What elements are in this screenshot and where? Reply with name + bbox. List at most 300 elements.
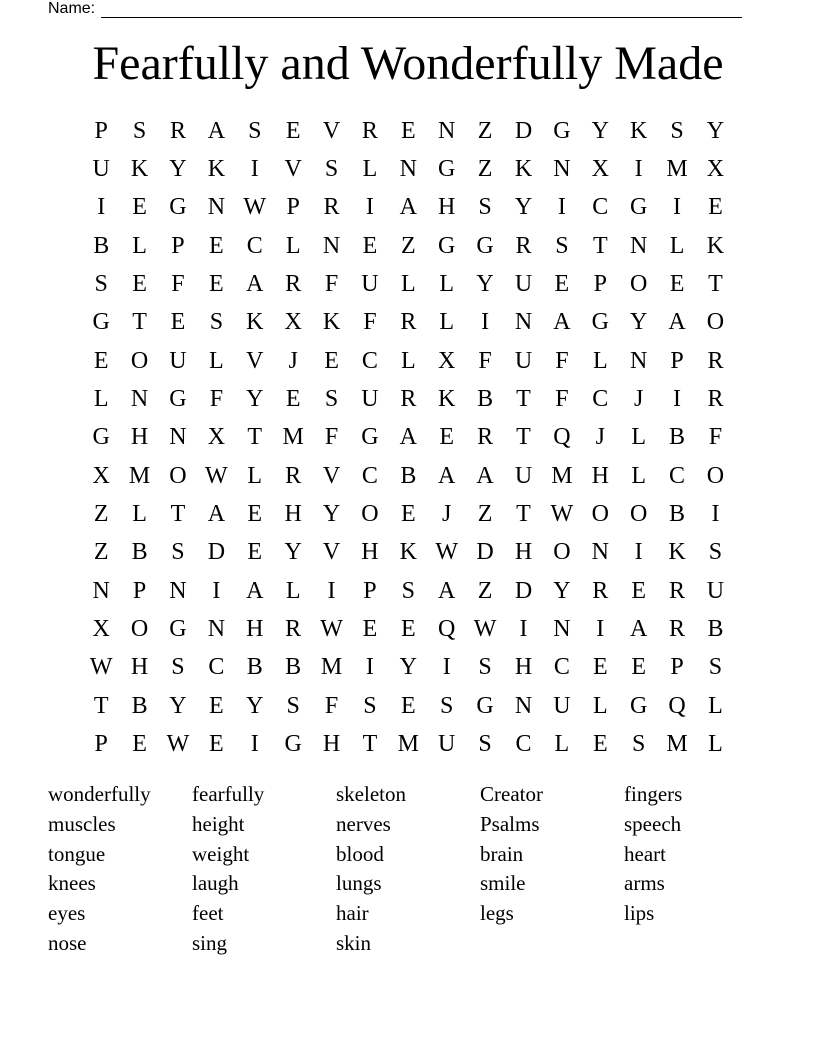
grid-letter[interactable]: U [92, 156, 110, 183]
grid-letter[interactable]: L [592, 347, 608, 374]
grid-letter[interactable]: A [553, 309, 571, 336]
grid-letter[interactable]: E [247, 501, 263, 528]
letter-grid [82, 112, 734, 762]
grid-letter[interactable]: A [668, 309, 686, 336]
grid-letter[interactable]: S [478, 654, 492, 681]
grid-letter[interactable]: F [324, 692, 339, 719]
grid-letter[interactable]: N [207, 194, 226, 221]
grid-letter[interactable]: F [555, 386, 569, 413]
grid-letter[interactable]: Y [399, 654, 417, 681]
grid-letter[interactable]: K [246, 309, 264, 336]
grid-letter[interactable]: L [247, 462, 263, 489]
grid-letter[interactable]: H [514, 539, 533, 566]
grid-letter[interactable]: O [706, 309, 725, 336]
grid-letter[interactable]: Z [477, 501, 493, 528]
grid-letter[interactable]: P [171, 232, 185, 259]
grid-letter[interactable]: U [438, 731, 456, 758]
grid-letter[interactable]: P [670, 347, 684, 374]
grid-letter[interactable]: H [438, 194, 456, 221]
grid-letter[interactable]: P [132, 577, 147, 604]
grid-letter[interactable]: U [514, 271, 533, 298]
grid-letter[interactable]: R [361, 117, 378, 144]
grid-letter[interactable]: G [476, 692, 494, 719]
grid-letter[interactable]: R [669, 616, 686, 643]
grid-letter[interactable]: A [399, 194, 417, 221]
grid-letter[interactable]: W [435, 539, 459, 566]
grid-letter[interactable]: E [209, 232, 224, 259]
grid-letter[interactable]: G [438, 156, 456, 183]
grid-letter[interactable]: E [400, 501, 416, 528]
grid-letter[interactable]: C [592, 194, 609, 221]
grid-letter[interactable]: G [629, 692, 648, 719]
grid-letter[interactable]: N [514, 309, 533, 336]
grid-letter[interactable]: O [130, 616, 149, 643]
grid-letter[interactable]: I [673, 194, 682, 221]
grid-letter[interactable]: B [131, 692, 148, 719]
grid-letter[interactable]: C [246, 232, 263, 259]
grid-letter[interactable]: A [629, 616, 648, 643]
grid-letter[interactable]: S [363, 692, 377, 719]
grid-letter[interactable]: X [284, 309, 302, 336]
grid-letter[interactable]: J [442, 501, 452, 528]
grid-letter[interactable]: I [365, 194, 374, 221]
grid-letter[interactable]: I [481, 309, 490, 336]
grid-letter[interactable]: N [553, 156, 571, 183]
grid-letter[interactable]: R [285, 616, 302, 643]
grid-letter[interactable]: B [246, 654, 263, 681]
grid-letter[interactable]: L [439, 271, 455, 298]
grid-letter[interactable]: H [246, 616, 264, 643]
grid-letter[interactable]: Q [553, 424, 571, 451]
grid-letter[interactable]: D [514, 117, 533, 144]
grid-letter[interactable]: U [361, 271, 379, 298]
grid-letter[interactable]: N [169, 424, 187, 451]
grid-letter[interactable]: O [553, 539, 571, 566]
grid-letter[interactable]: Z [93, 501, 109, 528]
grid-letter[interactable]: S [324, 386, 339, 413]
grid-letter[interactable]: B [285, 654, 302, 681]
grid-letter[interactable]: F [171, 271, 185, 298]
grid-letter[interactable]: L [132, 501, 147, 528]
grid-letter[interactable]: S [478, 731, 492, 758]
grid-letter[interactable]: E [285, 117, 301, 144]
grid-letter[interactable]: E [669, 271, 685, 298]
grid-letter[interactable]: I [596, 616, 605, 643]
grid-letter[interactable]: S [171, 654, 185, 681]
grid-letter[interactable]: U [169, 347, 187, 374]
grid-letter[interactable]: P [593, 271, 607, 298]
grid-letter[interactable]: S [94, 271, 108, 298]
grid-letter[interactable]: A [438, 577, 456, 604]
grid-letter[interactable]: S [478, 194, 492, 221]
grid-letter[interactable]: A [399, 424, 417, 451]
grid-letter[interactable]: O [629, 501, 648, 528]
grid-letter[interactable]: N [399, 156, 417, 183]
grid-letter[interactable]: L [592, 692, 608, 719]
grid-letter[interactable]: R [592, 577, 609, 604]
grid-letter[interactable]: S [670, 117, 684, 144]
grid-letter[interactable]: N [514, 692, 533, 719]
grid-letter[interactable]: D [207, 539, 226, 566]
grid-letter[interactable]: E [247, 539, 263, 566]
grid-letter[interactable]: W [320, 616, 343, 643]
grid-letter[interactable]: T [516, 501, 531, 528]
grid-letter[interactable]: S [708, 539, 723, 566]
word-list-item: brain [480, 841, 524, 866]
grid-letter[interactable]: P [286, 194, 300, 221]
grid-letter[interactable]: K [399, 539, 417, 566]
word-list-item: nerves [336, 811, 391, 836]
grid-letter[interactable]: J [288, 347, 298, 374]
grid-letter[interactable]: Y [706, 117, 725, 144]
grid-letter[interactable]: M [666, 731, 688, 758]
grid-letter[interactable]: E [631, 654, 646, 681]
grid-letter[interactable]: A [476, 462, 494, 489]
grid-letter[interactable]: B [93, 232, 110, 259]
grid-letter[interactable]: D [514, 577, 533, 604]
grid-letter[interactable]: Y [169, 692, 187, 719]
grid-letter[interactable]: G [169, 386, 187, 413]
grid-letter[interactable]: N [591, 539, 609, 566]
grid-letter[interactable]: L [93, 386, 109, 413]
grid-letter[interactable]: E [132, 271, 147, 298]
grid-letter[interactable]: G [284, 731, 302, 758]
grid-letter[interactable]: X [706, 156, 725, 183]
grid-letter[interactable]: S [708, 654, 723, 681]
grid-letter[interactable]: V [322, 539, 341, 566]
grid-letter[interactable]: X [207, 424, 226, 451]
grid-letter[interactable]: A [207, 501, 226, 528]
grid-letter[interactable]: E [170, 309, 186, 336]
grid-letter[interactable]: C [669, 462, 686, 489]
word-list-item: heart [624, 841, 666, 866]
grid-letter[interactable]: H [322, 731, 341, 758]
grid-letter[interactable]: N [629, 232, 648, 259]
grid-letter[interactable]: G [476, 232, 494, 259]
grid-letter[interactable]: S [401, 577, 415, 604]
grid-letter[interactable]: R [285, 271, 302, 298]
grid-letter[interactable]: C [515, 731, 532, 758]
grid-letter[interactable]: I [634, 156, 643, 183]
grid-letter[interactable]: J [595, 424, 605, 451]
grid-letter[interactable]: C [553, 654, 570, 681]
grid-letter[interactable]: Y [169, 156, 187, 183]
grid-letter[interactable]: L [362, 156, 378, 183]
grid-letter[interactable]: L [669, 232, 685, 259]
grid-letter[interactable]: K [706, 232, 725, 259]
word-list-item: hair [336, 901, 369, 926]
grid-letter[interactable]: H [130, 424, 149, 451]
grid-letter[interactable]: N [130, 386, 149, 413]
grid-letter[interactable]: B [400, 462, 417, 489]
grid-letter[interactable]: U [514, 347, 533, 374]
grid-letter[interactable]: Z [477, 156, 493, 183]
grid-letter[interactable]: G [169, 616, 187, 643]
name-underline[interactable] [101, 3, 742, 18]
grid-letter[interactable]: F [708, 424, 723, 451]
grid-letter[interactable]: A [246, 271, 264, 298]
grid-letter[interactable]: E [592, 731, 608, 758]
word-list-item: legs [480, 901, 514, 926]
grid-letter[interactable]: F [363, 309, 377, 336]
grid-letter[interactable]: Y [322, 501, 341, 528]
grid-letter[interactable]: K [130, 156, 149, 183]
grid-letter[interactable]: R [400, 309, 417, 336]
grid-letter[interactable]: X [92, 462, 110, 489]
grid-letter[interactable]: C [208, 654, 225, 681]
grid-letter[interactable]: S [209, 309, 224, 336]
grid-letter[interactable]: L [400, 347, 416, 374]
grid-letter[interactable]: L [708, 731, 723, 758]
grid-letter[interactable]: M [666, 156, 688, 183]
grid-letter[interactable]: Z [477, 117, 493, 144]
grid-letter[interactable]: N [169, 577, 187, 604]
grid-letter[interactable]: T [247, 424, 263, 451]
grid-letter[interactable]: T [516, 386, 531, 413]
grid-letter[interactable]: O [361, 501, 379, 528]
grid-letter[interactable]: Z [400, 232, 416, 259]
grid-letter[interactable]: Y [476, 271, 494, 298]
grid-letter[interactable]: E [132, 731, 147, 758]
grid-letter[interactable]: S [171, 539, 185, 566]
grid-letter[interactable]: Z [93, 539, 109, 566]
grid-letter[interactable]: V [284, 156, 302, 183]
grid-letter[interactable]: I [250, 156, 259, 183]
grid-letter[interactable]: N [207, 616, 226, 643]
grid-letter[interactable]: J [633, 386, 644, 413]
grid-letter[interactable]: X [92, 616, 110, 643]
grid-letter[interactable]: I [365, 654, 374, 681]
grid-letter[interactable]: B [669, 501, 686, 528]
grid-letter[interactable]: G [553, 117, 571, 144]
grid-letter[interactable]: E [400, 616, 416, 643]
grid-letter[interactable]: M [128, 462, 151, 489]
grid-letter[interactable]: R [400, 386, 417, 413]
grid-letter[interactable]: O [629, 271, 648, 298]
grid-letter[interactable]: F [324, 424, 339, 451]
grid-letter[interactable]: N [553, 616, 571, 643]
grid-letter[interactable]: P [363, 577, 377, 604]
grid-letter[interactable]: X [591, 156, 609, 183]
grid-letter[interactable]: K [322, 309, 341, 336]
grid-letter[interactable]: E [400, 692, 416, 719]
grid-letter[interactable]: F [209, 386, 224, 413]
grid-letter[interactable]: V [322, 117, 341, 144]
grid-letter[interactable]: S [132, 117, 147, 144]
grid-letter[interactable]: R [707, 386, 724, 413]
grid-letter[interactable]: W [473, 616, 497, 643]
grid-letter[interactable]: U [514, 462, 533, 489]
grid-letter[interactable]: Y [591, 117, 609, 144]
grid-letter[interactable]: W [89, 654, 113, 681]
grid-letter[interactable]: S [286, 692, 300, 719]
grid-letter[interactable]: Y [629, 309, 648, 336]
grid-letter[interactable]: K [207, 156, 226, 183]
grid-letter[interactable]: Y [284, 539, 302, 566]
grid-letter[interactable]: L [708, 692, 723, 719]
grid-letter[interactable]: F [555, 347, 569, 374]
word-list-item: arms [624, 871, 665, 896]
grid-letter[interactable]: B [669, 424, 686, 451]
grid-letter[interactable]: O [169, 462, 187, 489]
grid-letter[interactable]: I [519, 616, 528, 643]
grid-letter[interactable]: L [209, 347, 224, 374]
grid-letter[interactable]: R [515, 232, 532, 259]
grid-letter[interactable]: T [362, 731, 378, 758]
grid-letter[interactable]: E [554, 271, 570, 298]
grid-letter[interactable]: O [706, 462, 725, 489]
grid-letter[interactable]: U [553, 692, 571, 719]
grid-letter[interactable]: I [442, 654, 451, 681]
grid-letter[interactable]: E [400, 117, 416, 144]
grid-letter[interactable]: B [131, 539, 148, 566]
grid-letter[interactable]: I [634, 539, 643, 566]
grid-letter[interactable]: W [205, 462, 228, 489]
grid-letter[interactable]: G [438, 232, 456, 259]
grid-letter[interactable]: O [130, 347, 149, 374]
grid-letter[interactable]: P [94, 731, 108, 758]
grid-letter[interactable]: P [94, 117, 108, 144]
grid-letter[interactable]: M [282, 424, 304, 451]
grid-letter[interactable]: S [248, 117, 262, 144]
grid-letter[interactable]: L [285, 577, 301, 604]
grid-letter[interactable]: T [516, 424, 531, 451]
grid-letter[interactable]: N [322, 232, 341, 259]
grid-letter[interactable]: T [708, 271, 723, 298]
grid-letter[interactable]: Q [438, 616, 456, 643]
grid-letter[interactable]: M [397, 731, 419, 758]
grid-letter[interactable]: R [477, 424, 494, 451]
grid-letter[interactable]: O [591, 501, 609, 528]
grid-letter[interactable]: W [166, 731, 190, 758]
grid-letter[interactable]: G [169, 194, 187, 221]
grid-letter[interactable]: T [170, 501, 186, 528]
grid-letter[interactable]: P [670, 654, 684, 681]
grid-letter[interactable]: I [327, 577, 336, 604]
grid-letter[interactable]: I [673, 386, 682, 413]
grid-letter[interactable]: T [132, 309, 147, 336]
grid-letter[interactable]: E [708, 194, 723, 221]
grid-letter[interactable]: Y [246, 692, 264, 719]
grid-letter[interactable]: C [361, 347, 378, 374]
grid-letter[interactable]: W [550, 501, 574, 528]
grid-letter[interactable]: M [320, 654, 343, 681]
grid-letter[interactable]: A [207, 117, 226, 144]
grid-letter[interactable]: K [629, 117, 648, 144]
grid-letter[interactable]: Z [477, 577, 493, 604]
grid-letter[interactable]: R [285, 462, 302, 489]
grid-letter[interactable]: K [668, 539, 686, 566]
grid-letter[interactable]: E [362, 616, 378, 643]
grid-letter[interactable]: H [514, 654, 533, 681]
grid-letter[interactable]: E [362, 232, 378, 259]
grid-letter[interactable]: D [476, 539, 494, 566]
grid-letter[interactable]: L [631, 462, 646, 489]
grid-letter[interactable]: R [669, 577, 686, 604]
grid-letter[interactable]: X [438, 347, 456, 374]
word-list-item: weight [192, 841, 250, 866]
name-field[interactable] [48, 0, 742, 18]
grid-letter[interactable]: G [591, 309, 609, 336]
grid-letter[interactable]: T [592, 232, 608, 259]
grid-letter[interactable]: H [130, 654, 149, 681]
grid-letter[interactable]: C [361, 462, 378, 489]
grid-letter[interactable]: S [324, 156, 339, 183]
grid-letter[interactable]: I [97, 194, 106, 221]
grid-letter[interactable]: W [243, 194, 267, 221]
grid-letter[interactable]: G [92, 309, 110, 336]
grid-letter[interactable]: I [212, 577, 221, 604]
grid-letter[interactable]: V [246, 347, 264, 374]
grid-letter[interactable]: A [246, 577, 264, 604]
grid-letter[interactable]: E [285, 386, 301, 413]
grid-letter[interactable]: E [209, 731, 224, 758]
grid-letter[interactable]: L [132, 232, 147, 259]
grid-letter[interactable]: G [629, 194, 648, 221]
grid-letter[interactable]: K [438, 386, 456, 413]
grid-letter[interactable]: R [169, 117, 186, 144]
grid-letter[interactable]: Y [246, 386, 264, 413]
grid-letter[interactable]: S [631, 731, 646, 758]
grid-letter[interactable]: M [551, 462, 573, 489]
grid-letter[interactable]: L [400, 271, 416, 298]
grid-letter[interactable]: R [323, 194, 340, 221]
grid-letter[interactable]: V [322, 462, 341, 489]
grid-letter[interactable]: F [324, 271, 339, 298]
grid-letter[interactable]: N [92, 577, 110, 604]
grid-letter[interactable]: S [555, 232, 569, 259]
grid-letter[interactable]: Y [553, 577, 571, 604]
grid-letter[interactable]: H [591, 462, 609, 489]
grid-letter[interactable]: E [439, 424, 455, 451]
grid-letter[interactable]: L [439, 309, 455, 336]
grid-letter[interactable]: G [361, 424, 379, 451]
grid-letter[interactable]: I [250, 731, 259, 758]
grid-letter[interactable]: E [132, 194, 147, 221]
grid-letter[interactable]: E [209, 692, 224, 719]
grid-letter[interactable]: L [631, 424, 646, 451]
grid-letter[interactable]: C [592, 386, 609, 413]
grid-letter[interactable]: S [440, 692, 454, 719]
grid-letter[interactable]: F [478, 347, 492, 374]
grid-letter[interactable]: L [285, 232, 301, 259]
grid-letter[interactable]: K [514, 156, 533, 183]
grid-letter[interactable]: U [361, 386, 379, 413]
grid-letter[interactable]: H [361, 539, 379, 566]
grid-letter[interactable]: I [557, 194, 566, 221]
grid-letter[interactable]: B [477, 386, 494, 413]
grid-letter[interactable]: E [209, 271, 224, 298]
grid-letter[interactable]: B [707, 616, 724, 643]
word-list-item: skin [336, 930, 372, 955]
grid-letter[interactable]: E [592, 654, 608, 681]
grid-letter[interactable]: L [554, 731, 570, 758]
grid-letter[interactable]: N [629, 347, 648, 374]
grid-letter[interactable]: E [324, 347, 339, 374]
grid-letter[interactable]: R [707, 347, 724, 374]
grid-letter[interactable]: G [92, 424, 110, 451]
grid-letter[interactable]: A [438, 462, 456, 489]
grid-letter[interactable]: Q [668, 692, 686, 719]
grid-letter[interactable]: N [438, 117, 456, 144]
grid-letter[interactable]: E [631, 577, 646, 604]
grid-letter[interactable]: Y [514, 194, 533, 221]
grid-letter[interactable]: I [711, 501, 720, 528]
grid-letter[interactable]: U [706, 577, 725, 604]
grid-letter[interactable]: E [93, 347, 109, 374]
grid-letter[interactable]: T [93, 692, 109, 719]
grid-letter[interactable]: H [284, 501, 302, 528]
